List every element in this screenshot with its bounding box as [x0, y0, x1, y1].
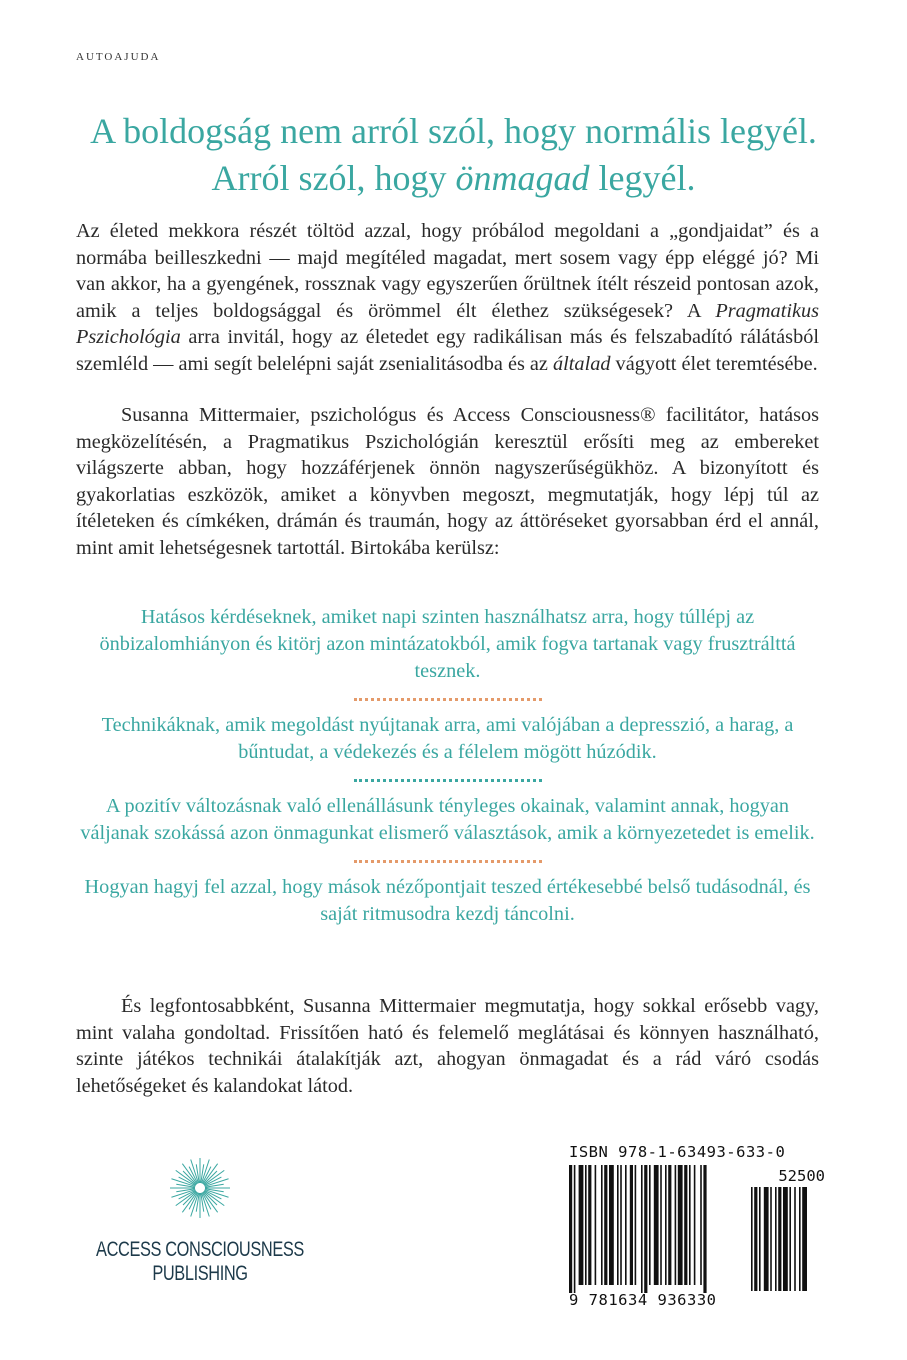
barcode-bar — [579, 1165, 584, 1285]
barcode-bar — [689, 1165, 691, 1285]
ean-number: 9 781634 936330 — [569, 1291, 717, 1309]
barcode-bar — [595, 1165, 597, 1285]
tagline — [60, 108, 847, 202]
tagline-line-2: Arról szól, hogy önmagad legyél. — [211, 158, 696, 198]
tagline-emphasis: önmagad — [455, 158, 590, 198]
barcode-bar — [569, 1165, 572, 1293]
barcode-bar — [649, 1165, 651, 1285]
barcode-bar — [668, 1165, 671, 1285]
price-code: 52500 — [778, 1167, 825, 1185]
barcode-bar — [625, 1165, 627, 1285]
barcode-bar — [802, 1187, 807, 1291]
barcode-bar — [675, 1165, 677, 1285]
barcode-bar — [778, 1187, 781, 1291]
barcode-bar — [700, 1165, 702, 1285]
barcode-bar — [678, 1165, 683, 1285]
barcode-bar — [751, 1187, 753, 1291]
benefit-item: Technikáknak, amik megoldást nyújtanak arra, ami valójában a depresszió, a harag, a bűntudat, a védekezés és a félelem mögött húzódik. — [101, 714, 794, 763]
barcode-bar — [703, 1165, 706, 1293]
publisher-logo — [60, 1150, 340, 1310]
barcode-bar — [799, 1187, 801, 1291]
publisher-imprint: PUBLISHING — [152, 1262, 248, 1285]
barcode-bar — [620, 1165, 622, 1285]
dotted-separator — [354, 698, 542, 701]
barcode-bar — [609, 1165, 614, 1285]
barcode-bar — [574, 1165, 576, 1293]
benefit-item: Hogyan hagyj fel azzal, hogy mások nézőpontjait teszed értékesebbé belső tudásodnál, és saját ritmusodra kezdj táncolni. — [84, 876, 811, 925]
barcode-bar — [641, 1165, 643, 1293]
dotted-separator — [354, 860, 542, 863]
barcode-bar — [644, 1165, 647, 1293]
barcode-bar — [754, 1187, 757, 1291]
barcode-bar — [654, 1165, 659, 1285]
category-label: AUTOAJUDA — [76, 51, 161, 63]
barcode-bar — [789, 1187, 791, 1291]
barcode-bar — [665, 1165, 667, 1285]
publisher-name: ACCESS CONSCIOUSNESS — [96, 1238, 304, 1261]
benefit-item: Hatásos kérdéseknek, amiket napi szinten használhatsz arra, hogy túllépj az önbizalomhiányon és kitörj azon mintázatokból, amik fogva tartanak vagy frusztrálttá tesznek. — [99, 606, 796, 682]
tagline-line-1: A boldogság nem arról szól, hogy normális legyél. — [90, 111, 817, 151]
barcode-bar — [588, 1165, 591, 1285]
barcode-bar — [635, 1165, 637, 1285]
isbn-number: ISBN 978-1-63493-633-0 — [569, 1143, 786, 1161]
barcode-block — [563, 1143, 833, 1313]
benefit-item: A pozitív változásnak való ellenállásunk tényleges okainak, valamint annak, hogyan váljanak szokássá azon önmagunkat elismerő választások, amik a környezetedet is emelik. — [80, 795, 815, 844]
closing-paragraph: És legfontosabbként, Susanna Mittermaier megmutatja, hogy sokkal erősebb vagy, mint valaha gondoltad. Frissítően ható és felemelő meglátásai és könnyen használható, szinte játékos technikái átalakítják azt, ahogyan önmagadat és a rád váró csodás lehetőségeket és kalandokat látod. — [76, 995, 819, 1097]
starburst-icon — [170, 1150, 230, 1230]
barcode-bar — [601, 1165, 603, 1285]
barcode-bar — [684, 1165, 687, 1285]
intro-paragraph: Az életed mekkora részét töltöd azzal, hogy próbálod megoldani a „gondjaidat” és a normába beilleszkedni — majd megítéled magadat, mert sosem vagy épp eléggé jó? Mi van akkor, ha a gyengének, rossznak vagy egyszerűen őrültnek ítélt részeid pontosan azok, amik a teljes boldogsággal és örömmel élt élethez szükségesek? A Pragmatikus Pszichológia arra invitál, hogy az életedet egy radikálisan más és felszabadító rálátásból szemléld — ami segít belelépni saját zsenialitásodba és az általad vágyott élet teremtésébe. — [76, 220, 819, 375]
barcode-bar — [775, 1187, 777, 1291]
benefit-list — [76, 604, 819, 928]
barcode-bars — [563, 1143, 833, 1293]
barcode-bar — [770, 1187, 772, 1291]
author-paragraph: Susanna Mittermaier, pszichológus és Access Consciousness® facilitátor, hatásos megközelítésén, a Pragmatikus Pszichológián keresztül erősíti meg az embereket világszerte abban, hogy hozzáférjenek önnön nagyszerűségükhöz. A bizonyított és gyakorlatias eszközök, amiket a könyvben megoszt, megmutatják, hogy lépj túl az ítéleteken és címkéken, drámán és traumán, hogy az áttöréseket gyorsabban érd el annál, mint amit lehetségesnek tartottál. Birtokába kerülsz: — [76, 404, 819, 559]
barcode-bar — [617, 1165, 619, 1285]
barcode-bar — [660, 1165, 662, 1285]
barcode-bar — [630, 1165, 633, 1285]
barcode-bar — [794, 1187, 796, 1291]
dotted-separator — [354, 779, 542, 782]
barcode-bar — [604, 1165, 607, 1285]
barcode-bar — [585, 1165, 587, 1285]
barcode-bar — [783, 1187, 788, 1291]
barcode-bar — [759, 1187, 761, 1291]
barcode-bar — [694, 1165, 696, 1285]
barcode-bar — [764, 1187, 769, 1291]
